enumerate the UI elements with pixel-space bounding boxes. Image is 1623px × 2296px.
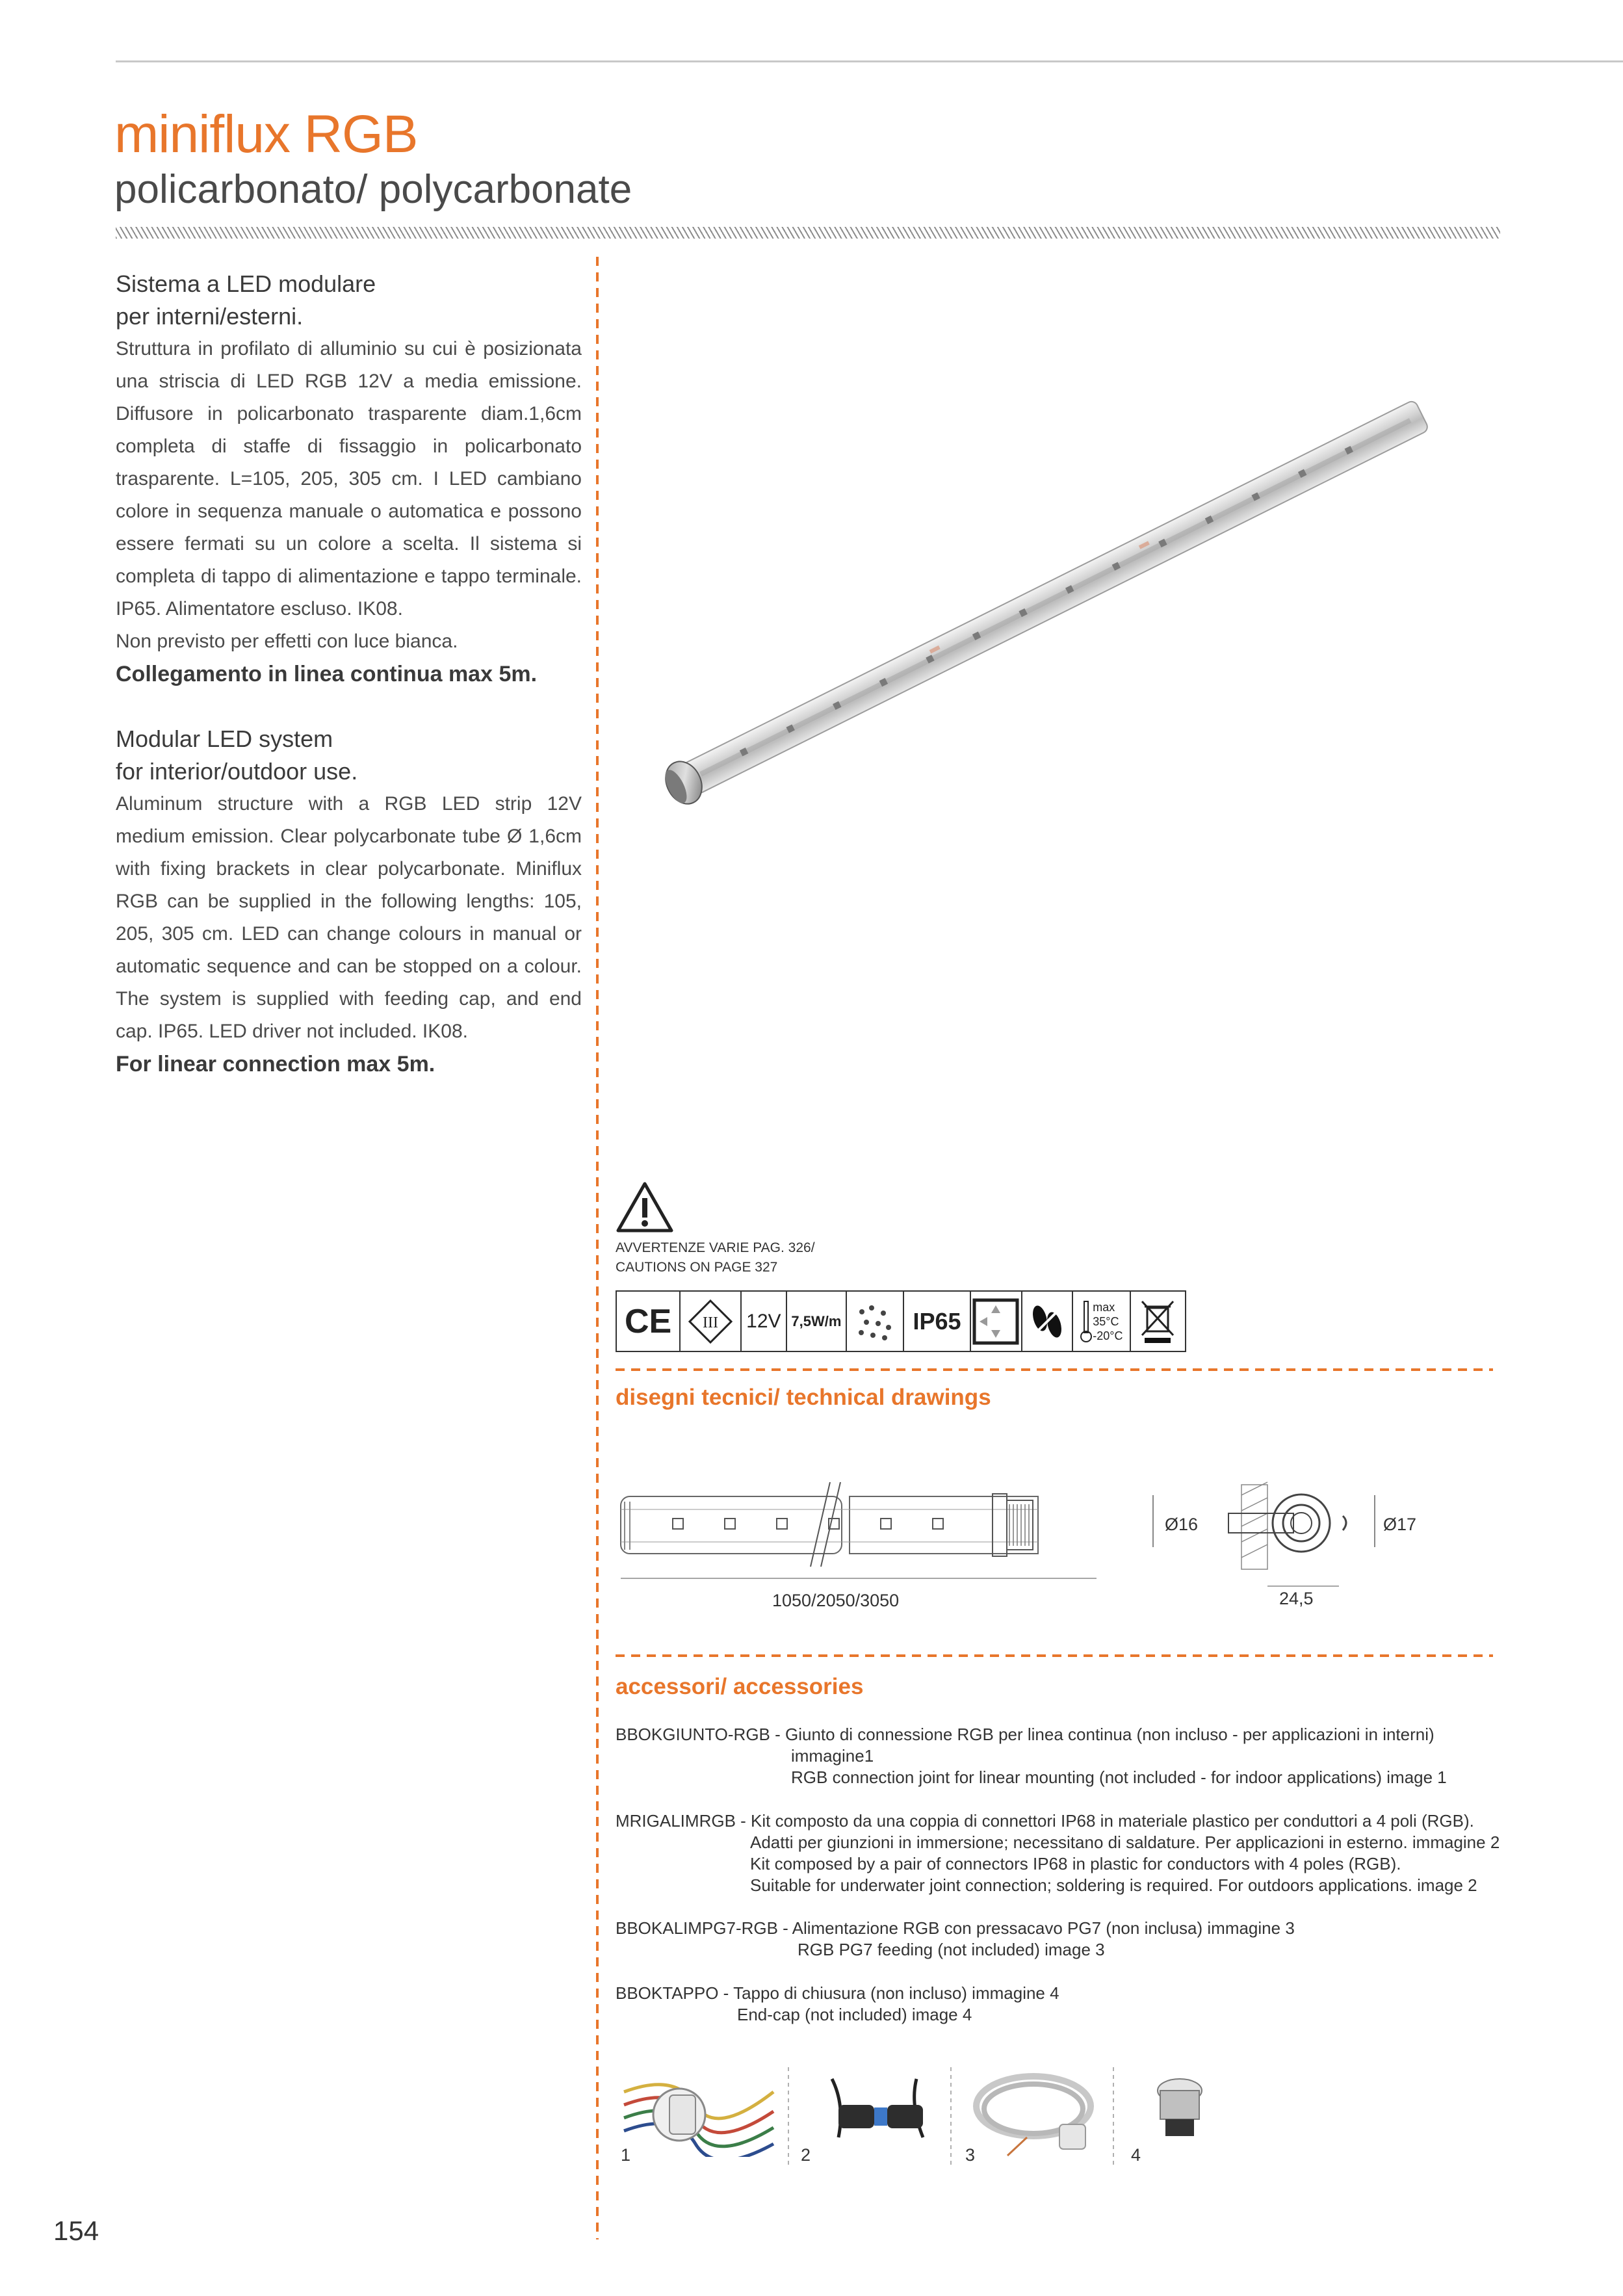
accessory-image-1	[617, 2066, 780, 2157]
ip65-label: IP65	[904, 1292, 971, 1351]
en-connection: For linear connection max 5m.	[116, 1052, 435, 1076]
en-body: Aluminum structure with a RGB LED strip 12V medium emission. Clear polycarbonate tube Ø 1,6cm with fixing brackets in clear polycarbonate. Miniflux RGB can be supplied in the following lengths: 105, 205, 305 cm. LED can change colours in manual or automatic sequence and can be stopped on a colour. The system is supplied with feeding cap, and end cap. IP65. LED driver not included. IK08.	[116, 793, 582, 1042]
it-heading-line2: per interni/esterni.	[116, 303, 304, 330]
accessory-item-3	[616, 1918, 1295, 1961]
accessory-image-4	[1144, 2066, 1222, 2157]
certification-icons	[616, 1290, 1186, 1352]
it-body: Struttura in profilato di alluminio su cui è posizionata una striscia di LED RGB 12V a media emissione. Diffusore in policarbonato trasparente diam.1,6cm completa di staffe di fissaggio in policarbonato trasparente. L=105, 205, 305 cm. I LED cambiano colore in sequenza manuale o automatica e possono essere fermati su un colore a scelta. Il sistema si completa di tappo di alimentazione e tappo terminale. IP65. Alimentatore escluso. IK08.	[116, 338, 582, 620]
accessory-1-line2: immagine1	[791, 1746, 874, 1766]
warnings-text	[616, 1238, 815, 1277]
en-heading-line1: Modular LED system	[116, 725, 333, 752]
class-iii-icon	[681, 1292, 741, 1351]
ik-rating-icon	[971, 1292, 1022, 1351]
accessory-number-1: 1	[621, 2145, 631, 2165]
product-image	[656, 390, 1456, 832]
svg-text:III: III	[702, 1314, 718, 1331]
length-dimension: 1050/2050/3050	[772, 1591, 900, 1610]
weee-bin-icon	[1131, 1292, 1185, 1351]
it-note: Non previsto per effetti con luce bianca.	[116, 631, 458, 652]
accessories-title: accessori/ accessories	[616, 1674, 864, 1699]
depth-dimension: 24,5	[1279, 1589, 1314, 1608]
tube-drawing	[616, 1482, 1103, 1586]
temp-max-label: max	[1093, 1300, 1115, 1314]
led-cluster-icon	[847, 1292, 904, 1351]
accessory-1-line3: RGB connection joint for linear mounting (not included - for indoor applications) image 1	[791, 1768, 1447, 1787]
drawings-divider	[616, 1368, 1493, 1371]
page-subtitle: policarbonato/ polycarbonate	[114, 167, 632, 212]
vertical-divider	[596, 257, 599, 2239]
accessory-4-line1: BBOKTAPPO - Tappo di chiusura (non incluso) immagine 4	[616, 1983, 1059, 2003]
voltage-label: 12V	[746, 1310, 781, 1332]
accessory-2-line2: Adatti per giunzioni in immersione; necessitano di saldature. Per applicazioni in esterno. immagine 2	[750, 1833, 1500, 1852]
accessory-item-1	[616, 1724, 1447, 1788]
temp-max: 35°C	[1093, 1314, 1119, 1328]
hatch-divider	[116, 227, 1500, 239]
drawings-title: disegni tecnici/ technical drawings	[616, 1385, 991, 1410]
accessory-separator-1	[788, 2067, 789, 2168]
description-column	[116, 268, 582, 1080]
accessory-separator-3	[1113, 2067, 1114, 2168]
accessory-4-line2: End-cap (not included) image 4	[737, 2005, 972, 2024]
page-title: miniflux RGB	[114, 105, 418, 164]
walkover-icon	[1022, 1292, 1074, 1351]
accessories-divider	[616, 1654, 1493, 1657]
power-label: 7,5W/m	[786, 1292, 846, 1351]
accessory-2-line4: Suitable for underwater joint connection; soldering is required. For outdoors applications. image 2	[750, 1875, 1477, 1895]
accessory-separator-2	[950, 2067, 952, 2168]
accessory-image-3	[968, 2066, 1105, 2157]
accessory-2-line1: MRIGALIMRGB - Kit composto da una coppia di connettori IP68 in materiale plastico per conduttori a 4 poli (RGB).	[616, 1811, 1474, 1831]
accessory-item-4	[616, 1983, 1059, 2026]
it-heading-line1: Sistema a LED modulare	[116, 270, 376, 297]
top-rule	[116, 60, 1623, 62]
warnings-line1: AVVERTENZE VARIE PAG. 326/	[616, 1240, 815, 1255]
accessory-3-line1: BBOKALIMPG7-RGB - Alimentazione RGB con pressacavo PG7 (non inclusa) immagine 3	[616, 1918, 1295, 1938]
temperature-icon	[1073, 1292, 1130, 1351]
diameter-16: Ø16	[1165, 1515, 1199, 1534]
diameter-17: Ø17	[1383, 1515, 1417, 1534]
accessory-number-4: 4	[1131, 2145, 1141, 2165]
page-number: 154	[53, 2215, 99, 2246]
accessory-item-2	[616, 1810, 1500, 1896]
ce-icon: CE	[617, 1292, 681, 1351]
accessory-1-line1: BBOKGIUNTO-RGB - Giunto di connessione RGB per linea continua (non incluso - per applicazioni in interni)	[616, 1725, 1435, 1744]
accessory-3-line2: RGB PG7 feeding (not included) image 3	[798, 1940, 1105, 1959]
warning-icon	[616, 1181, 674, 1233]
accessory-number-3: 3	[965, 2145, 976, 2165]
it-connection: Collegamento in linea continua max 5m.	[116, 662, 538, 686]
accessory-image-2	[806, 2066, 949, 2157]
accessory-2-line3: Kit composed by a pair of connectors IP68 in plastic for conductors with 4 poles (RGB).	[750, 1854, 1401, 1873]
temp-min: -20°C	[1093, 1329, 1123, 1342]
en-heading-line2: for interior/outdoor use.	[116, 758, 358, 785]
warnings-line2: CAUTIONS ON PAGE 327	[616, 1260, 778, 1275]
accessory-number-2: 2	[801, 2145, 811, 2165]
